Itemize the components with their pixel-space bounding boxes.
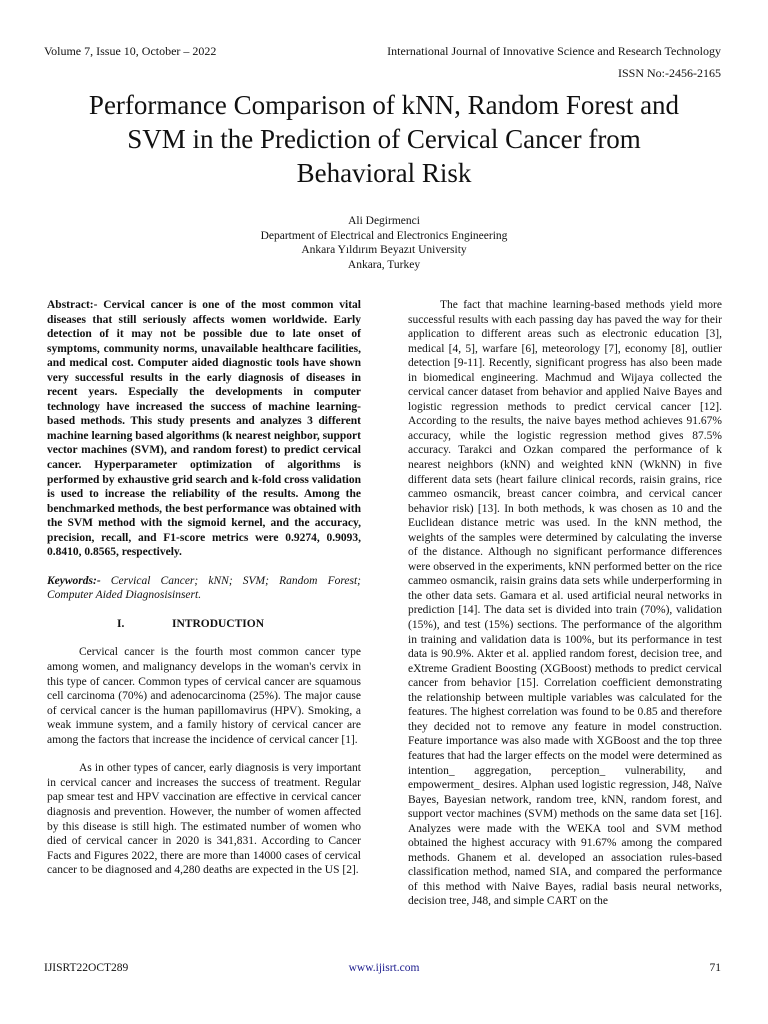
section-heading bbox=[47, 617, 361, 632]
author-location: Ankara, Turkey bbox=[347, 258, 421, 271]
abstract: Abstract:- Cervical cancer is one of the most common vital diseases that still seriously affects women worldwide. Early detection of it may not be possible due to late onset of symptoms, community norms, unavailable healthcare facilities, and medical cost. Computer aided diagnostic tools have shown very successful results in the early diagnosis of diseases in recent years. Especially the developments in computer technology have increased the success of machine learning-based methods. This study presents and analyzes 3 different machine learning based algorithms (k nearest neighbor, support vector machines (SVM), and random forest) to predict cervical cancer. Hyperparameter optimization of algorithms is performed by exhaustive grid search and k-fold cross validation is used to increase the reliability of the results. Among the benchmarked methods, the best performance was obtained with the SVM method with the sigmoid kernel, and the accuracy, precision, recall, and F1-score metrics were 0.9274, 0.9093, 0.8410, 0.8565, respectively. bbox=[47, 299, 361, 559]
journal-volume: Volume 7, Issue 10, October – 2022 bbox=[44, 44, 217, 58]
intro-paragraph: Cervical cancer is the fourth most common cancer type among women, and malignancy develops in the woman's cervix in this type of cancer. Common types of cervical cancer are squamous cell carcinoma (70%) and adenocarcinoma (25%). The major cause of cervical cancer is the human papillomavirus (HPV). Smoking, a weak immune system, and a family history of cervical cancer are among the factors that increase the incidence of cervical cancer [1]. bbox=[47, 646, 361, 746]
footer-article-code: IJISRT22OCT289 bbox=[44, 962, 129, 974]
author-department: Department of Electrical and Electronics Engineering bbox=[260, 229, 508, 242]
keywords-label: Keywords:- bbox=[47, 574, 101, 587]
paper-title: Performance Comparison of kNN, Random Forest and SVM in the Prediction of Cervical Cancer from Behavioral Risk bbox=[88, 90, 680, 188]
left-column bbox=[47, 298, 361, 878]
keywords bbox=[47, 574, 361, 603]
related-work-paragraph: The fact that machine learning-based methods yield more successful results with each passing day has paved the way for their application to different areas such as electronic education [3], medical [4, 5], warfare [6], meteorology [7], economy [8], outlier detection [9-11]. Recently, significant progress has also been made in biomedical engineering. Machmud and Wijaya collected the cervical cancer dataset from behavior and applied Naive Bayes and logistic regression methods to predict cervical cancer [12]. According to the results, the naive bayes method achieves 91.67% accuracy, while the logistic regression method gives 87.5% accuracy. Tarakci and Ozkan compared the performance of k nearest neighbors (kNN) and weighted kNN (WkNN) in five different data sets (heart failure clinical records, raisin grains, rice cammeo osmancik, breast cancer coimbra, and cervical cancer behavior risk) [13]. In both methods, k was chosen as 10 and the Euclidean distance metric was used. In the kNN method, the weights of the samples were determined by calculating the inverse of the distance. Although no significant performance differences were observed in the experiments, kNN performed better on the rice cammeo osmancik, raisin grains data sets while underperforming in the other data sets. Gamara et al. used artificial neural networks in prediction [14]. The data set is divided into train (70%), validation (15%), and test (15%) sections. The performance of the algorithm in training and validation data is 100%, but its performance in test data is 90.9%. Akter et al. applied random forest, decision tree, and eXtreme Gradient Boosting (XGBoost) methods to predict cervical cancer from behavior [15]. Correlation coefficient demonstrating the relationship between multiple variables was calculated for the features. The highest correlation was found to be 0.85 and therefore they decided not to remove any feature in model construction. Feature importance was also made with XGBoost and the top three features that had the larger effects on the model were determined as intention_ aggregation, perception_ vulnerability, and empowerment_ desires. Alphan used logistic regression, J48, Naïve Bayes, Bayesian network, random tree, kNN, random forest, and support vector machines (SVM) methods on the same data set [16]. Analyzes were made with the WEKA tool and SVM method obtained the highest accuracy with 91.67% among the compared methods. Ghanem et al. developed an association rules-based classification method, named SIA, and compared the performance of this method with Naive Bayes, radial basis neural networks, decision tree, J48, and simple CART on the bbox=[408, 299, 722, 908]
footer-page-number: 71 bbox=[709, 962, 721, 974]
keywords-text: Cervical Cancer; kNN; SVM; Random Forest; Computer Aided Diagnosisinsert. bbox=[47, 574, 361, 602]
right-column bbox=[408, 298, 722, 909]
journal-issn: ISSN No:-2456-2165 bbox=[617, 66, 721, 80]
author-university: Ankara Yıldırım Beyazıt University bbox=[301, 244, 467, 256]
journal-name: International Journal of Innovative Science and Research Technology bbox=[387, 44, 721, 58]
author-block bbox=[134, 214, 634, 272]
section-number: I. bbox=[117, 617, 125, 630]
footer-url-link[interactable]: www.ijisrt.com bbox=[348, 962, 420, 974]
author-name: Ali Degirmenci bbox=[348, 215, 420, 227]
intro-paragraph: As in other types of cancer, early diagnosis is very important in cervical cancer and increases the success of treatment. Regular pap smear test and HPV vaccination are effective in cervical cancer diagnosis and prevention. However, the number of women affected by this disease is still high. The estimated number of women who died of cervical cancer in 2020 is 341,831. According to Cancer Facts and Figures 2022, there are more than 14000 cases of cervical cancer to be diagnosed and 4,280 deaths are expected in the US [2]. bbox=[47, 762, 361, 877]
section-title: INTRODUCTION bbox=[172, 617, 265, 630]
